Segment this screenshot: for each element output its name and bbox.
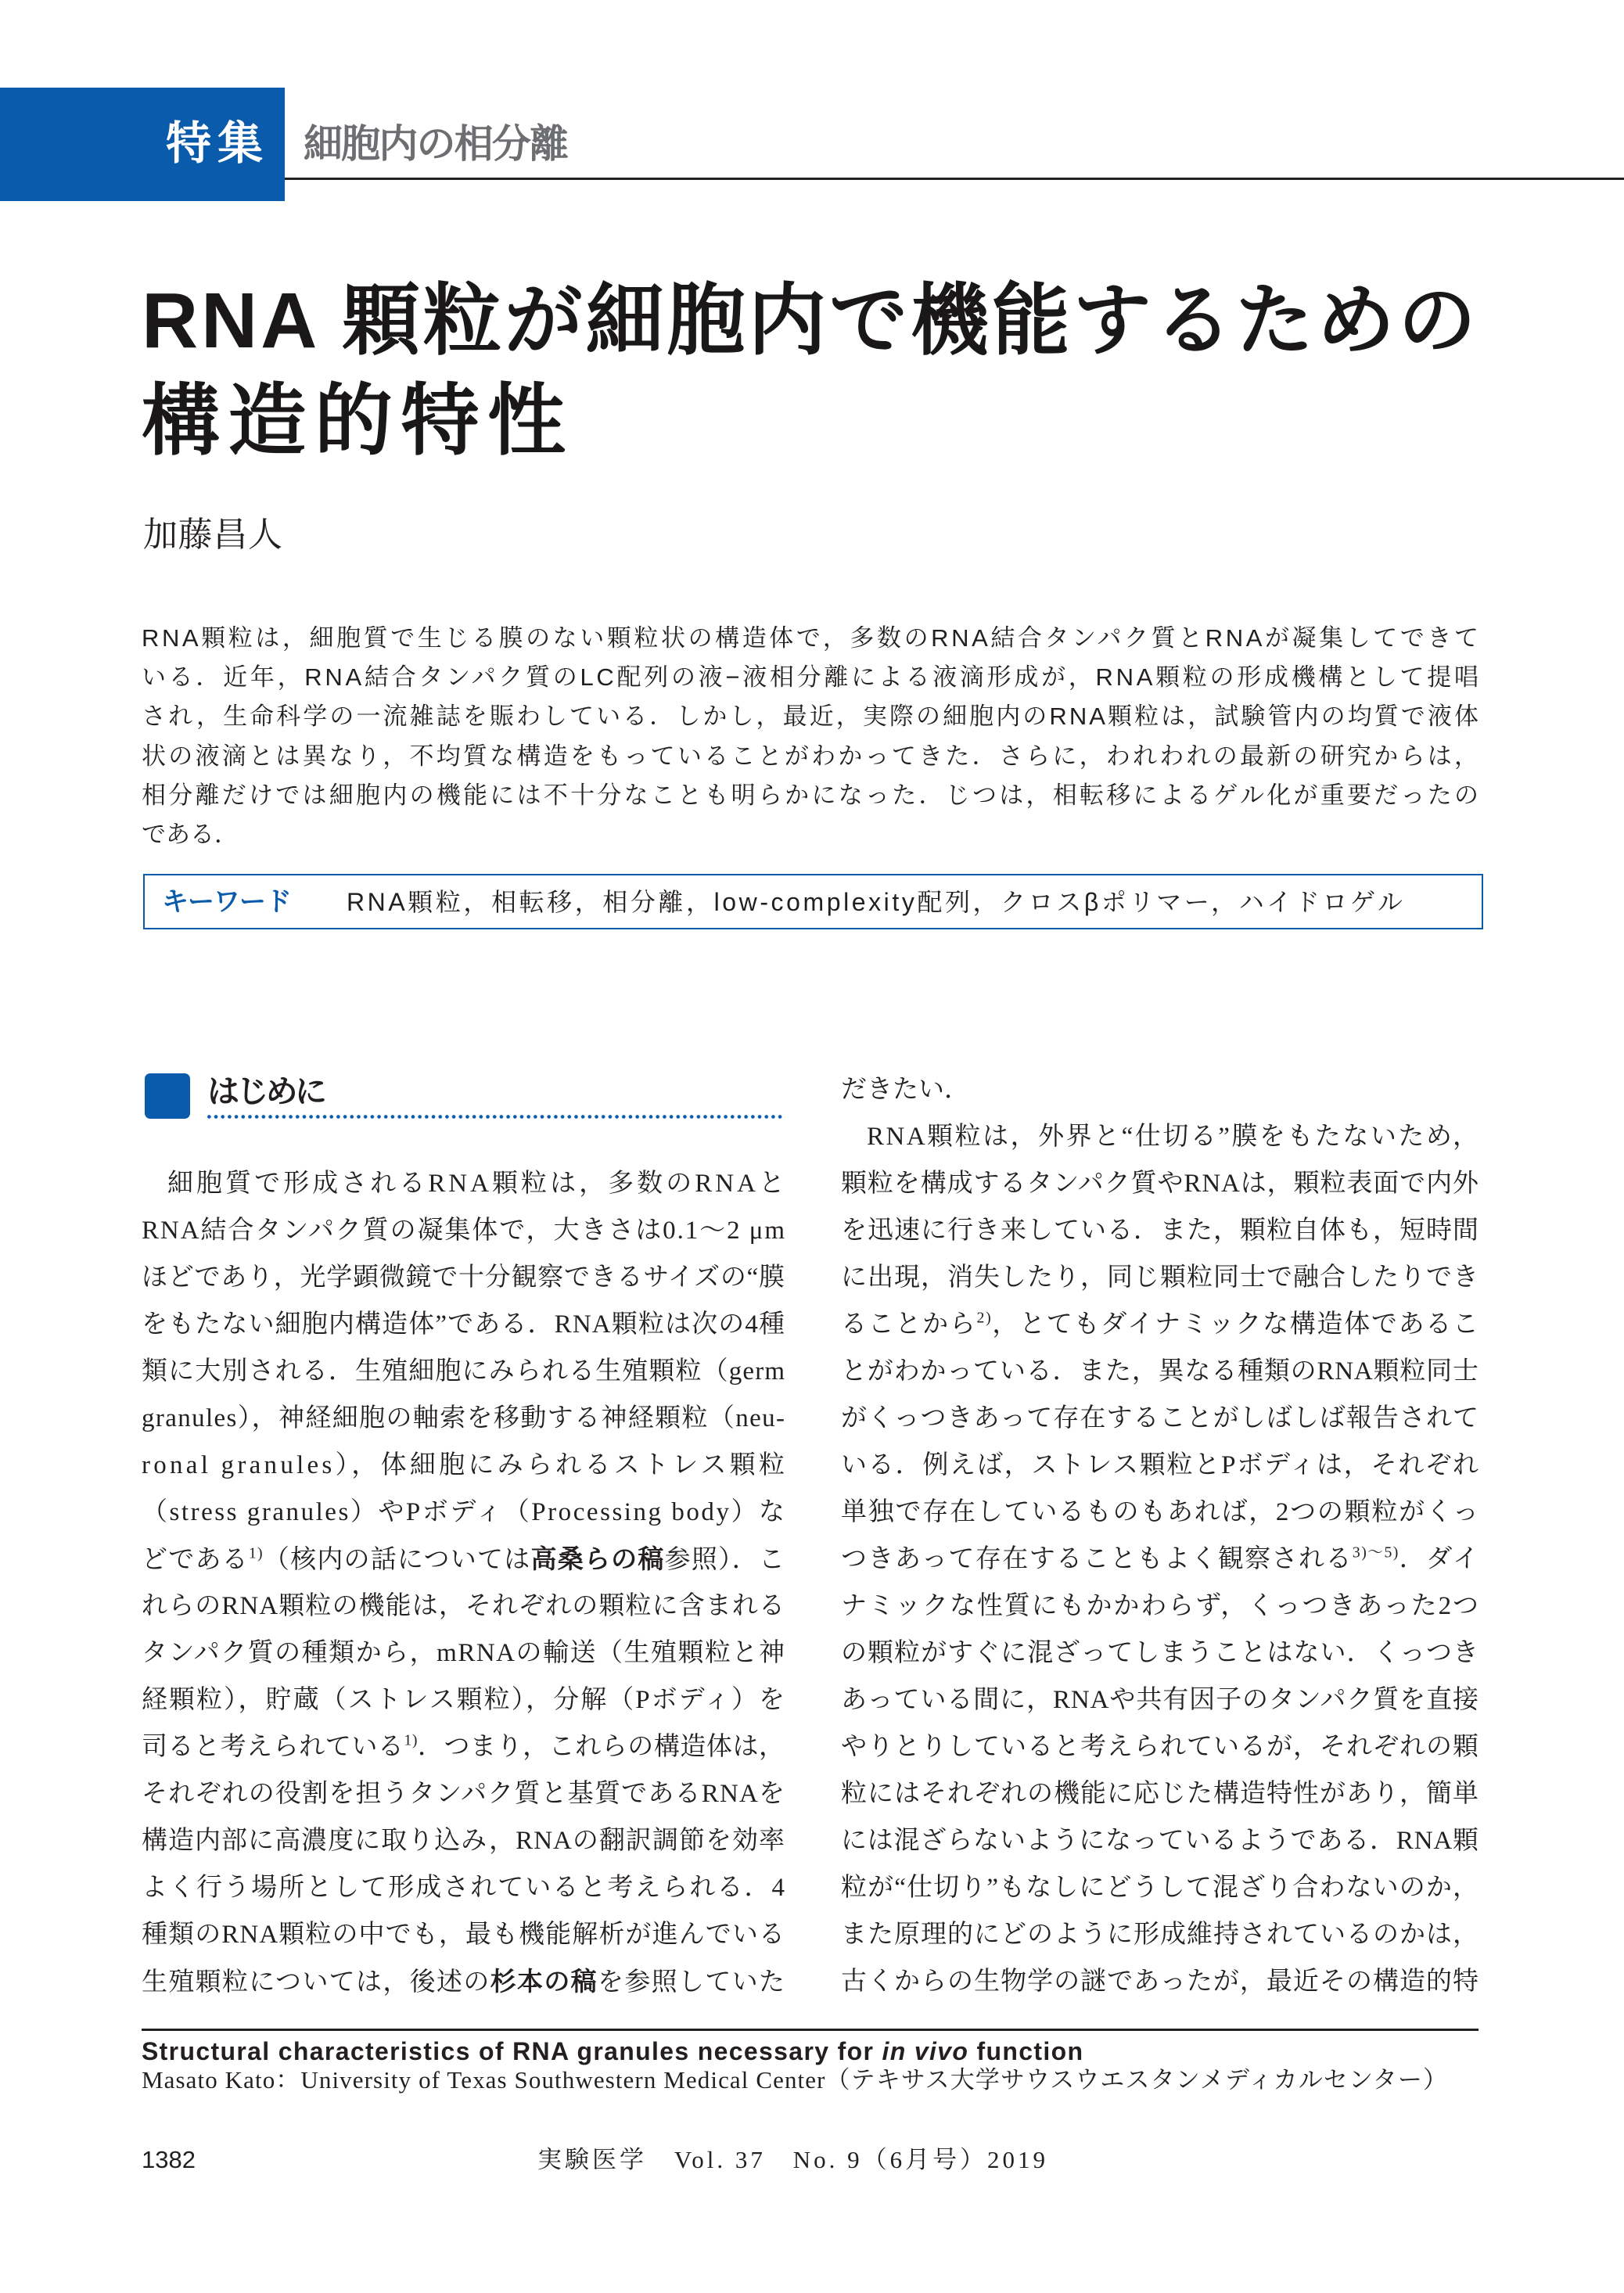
abstract-line: 状の液滴とは異なり，不均質な構造をもっていることがわかってきた．さらに，われわれの最新の研究からは， (142, 742, 1482, 770)
keyword-list: RNA顆粒，相転移，相分離，low-complexity配列，クロスβポリマー，ハイドロゲル (347, 888, 1406, 916)
section-heading: はじめに (207, 1073, 325, 1109)
body-line: を迅速に行き来している．また，顆粒自体も，短時間 (841, 1217, 1479, 1245)
body-line: れらのRNA顆粒の機能は，それぞれの顆粒に含まれる (142, 1592, 786, 1620)
citation-superscript: 1) (404, 1731, 418, 1749)
citation-superscript: 2) (976, 1309, 993, 1327)
body-line: をもたない細胞内構造体”である．RNA顆粒は次の4種 (142, 1310, 786, 1339)
keyword: low-complexity配列 (713, 888, 973, 916)
body-line: 古くからの生物学の謎であったが，最近その構造的特 (841, 1968, 1480, 1996)
abstract-line: され，生命科学の一流雑誌を賑わしている．しかし，最近，実際の細胞内のRNA顆粒は，試験管内の均質で液体 (142, 703, 1482, 731)
feature-badge: 特集 (166, 118, 269, 169)
header-rule (285, 178, 1624, 180)
section-divider (206, 1115, 785, 1119)
body-line: 構造内部に高濃度に取り込み，RNAの翻訳調節を効率 (142, 1827, 786, 1855)
body-line: 粒にはそれぞれの機能に応じた構造特性があり，簡単 (841, 1780, 1479, 1808)
footer-rule (142, 2029, 1478, 2031)
body-line: RNA結合タンパク質の凝集体で，大きさは0.1〜2 μm (142, 1217, 786, 1245)
english-title (142, 2034, 1083, 2068)
body-line: granules），神経細胞の軸索を移動する神経顆粒（neu- (142, 1404, 786, 1432)
abstract-line: RNA顆粒は，細胞質で生じる膜のない顆粒状の構造体で，多数のRNA結合タンパク質とRNAが凝集してできて (142, 624, 1482, 652)
abstract-line: 相分離だけでは細胞内の機能には不十分なことも明らかになった．じつは，相転移によるゲル化が重要だったの (142, 781, 1482, 809)
body-line: がくっつきあって存在することがしばしば報告されて (841, 1404, 1480, 1432)
series-title: 細胞内の相分離 (304, 122, 568, 166)
abstract-line: である． (142, 820, 239, 848)
article-title-line: 構造的特性 (142, 377, 574, 465)
body-line: ほどであり，光学顕微鏡で十分観察できるサイズの“膜 (142, 1263, 785, 1292)
english-title-text: Structural characteristics of RNA granules necessary for (142, 2037, 882, 2065)
body-line: とがわかっている．また，異なる種類のRNA顆粒同士 (841, 1357, 1479, 1386)
body-line: 生殖顆粒については，後述の杉本の稿を参照していた (142, 1967, 786, 1996)
body-line: 粒が“仕切り”もなしにどうして混ざり合わないのか， (841, 1874, 1480, 1902)
body-line: ナミックな性質にもかかわらず，くっつきあった2つ (841, 1592, 1480, 1620)
body-line: どである$^{1)}$（核内の話については高桑らの稿参照）．こ (142, 1544, 786, 1574)
keyword-label: キーワード (162, 887, 291, 917)
keyword: RNA顆粒 (347, 888, 464, 916)
body-line: には混ざらないようになっているようである．RNA顆 (841, 1827, 1479, 1855)
english-title-text: function (968, 2037, 1084, 2065)
body-line: に出現，消失したり，同じ顆粒同士で融合したりでき (841, 1263, 1479, 1292)
body-line: 顆粒を構成するタンパク質やRNAは，顆粒表面で内外 (841, 1170, 1479, 1198)
english-title-italic: in vivo (882, 2037, 969, 2065)
body-line: 種類のRNA顆粒の中でも，最も機能解析が進んでいる (142, 1921, 786, 1949)
body-line: 細胞質で形成されるRNA顆粒は，多数のRNAと (167, 1170, 789, 1198)
body-line: 類に大別される．生殖細胞にみられる生殖顆粒（germ (142, 1357, 786, 1386)
abstract (142, 619, 1482, 854)
body-line: タンパク質の種類から，mRNAの輸送（生殖顆粒と神 (142, 1639, 786, 1667)
keyword: 相分離 (602, 888, 687, 916)
body-line: いる．例えば，ストレス顆粒とPボディは，それぞれ (841, 1451, 1480, 1479)
body-line: つきあって存在することもよく観察される$^{3)〜5)}$．ダイ (841, 1544, 1480, 1573)
body-line: また原理的にどのように形成維持されているのかは， (841, 1921, 1479, 1949)
square-bullet-icon (145, 1073, 190, 1119)
body-line: ることから$^{2)}$，とてもダイナミックな構造体であるこ (841, 1309, 1480, 1339)
body-line: の顆粒がすぐに混ざってしまうことはない．くっつき (841, 1639, 1480, 1667)
keyword: クロスβポリマー (1001, 888, 1212, 916)
body-line: だきたい． (841, 1076, 970, 1104)
body-line: あっている間に，RNAや共有因子のタンパク質を直接 (841, 1686, 1479, 1714)
keyword: ハイドロゲル (1238, 888, 1406, 916)
body-line: やりとりしていると考えられているが，それぞれの顆 (841, 1733, 1479, 1761)
citation-superscript: 1) (248, 1544, 264, 1562)
abstract-line: いる．近年，RNA結合タンパク質のLC配列の液−液相分離による液滴形成が，RNA顆粒の形成機構として提唱 (142, 663, 1482, 692)
body-line: （stress granules）やPボディ（Processing body）な (142, 1498, 787, 1526)
cross-reference: 高桑らの稿 (530, 1544, 665, 1573)
body-line: 司ると考えられている$^{1)}$．つまり，これらの構造体は， (142, 1731, 785, 1761)
page-number: 1382 (142, 2146, 196, 2173)
body-line: ronal granules），体細胞にみられるストレス顆粒 (142, 1451, 789, 1479)
body-line: 経顆粒），貯蔵（ストレス顆粒），分解（Pボディ）を (142, 1686, 786, 1714)
body-column-left (142, 1160, 789, 2005)
author-name: 加藤昌人 (143, 516, 283, 554)
keyword: 相転移 (491, 888, 575, 916)
cross-reference: 杉本の稿 (490, 1967, 598, 1996)
body-line: それぞれの役割を担うタンパク質と基質であるRNAを (142, 1780, 786, 1808)
body-column-right (841, 1066, 1481, 2005)
article-title-line: RNA 顆粒が細胞内で機能するための (142, 277, 1479, 365)
body-line: RNA顆粒は，外界と“仕切る”膜をもたないため， (867, 1123, 1481, 1151)
body-line: よく行う場所として形成されていると考えられる．4 (142, 1874, 787, 1902)
journal-citation: 実験医学 Vol. 37 No. 9（6月号）2019 (537, 2146, 1048, 2173)
citation-superscript: 3)〜5) (1352, 1544, 1399, 1562)
author-affiliation: Masato Kato：University of Texas Southwestern Medical Center（テキサス大学サウスウエスタンメディカルセンター） (142, 2066, 1449, 2094)
body-line: 単独で存在しているものもあれば，2つの顆粒がくっ (841, 1498, 1480, 1526)
